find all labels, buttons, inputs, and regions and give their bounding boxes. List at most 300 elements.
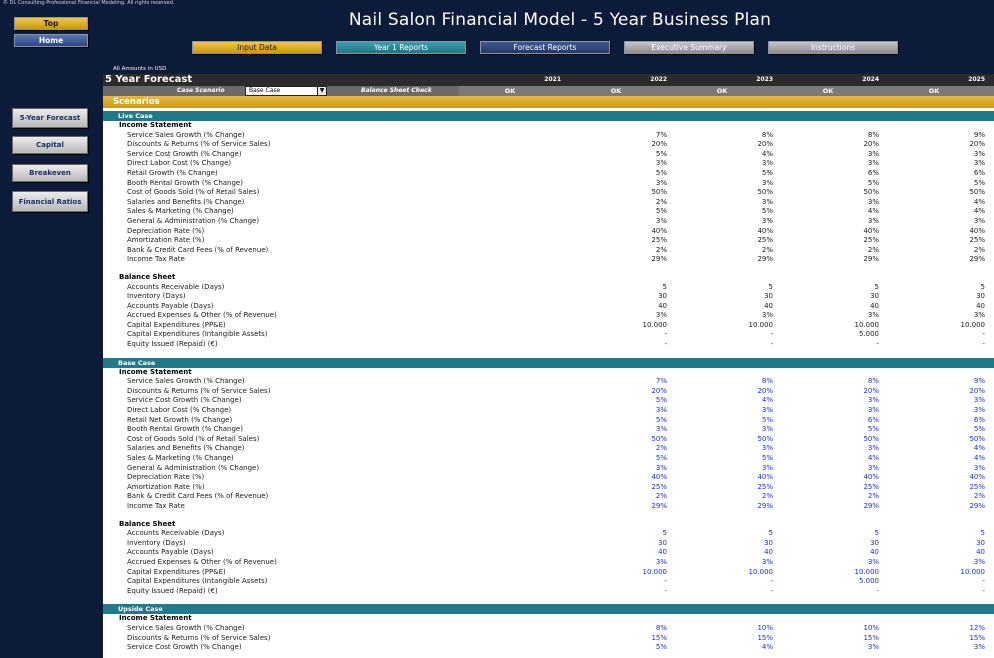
table-row [103,198,994,208]
row-label: Sales & Marketing (% Change) [127,207,234,216]
table-row [103,643,994,653]
row-value: 8% [867,130,879,139]
row-value[interactable]: 29% [863,501,879,510]
row-value[interactable]: 8% [867,377,879,386]
row-value: 5 [662,282,667,291]
row-value[interactable]: 8% [655,623,667,632]
row-value: 3% [973,149,985,158]
breakeven-button[interactable]: Breakeven [12,164,88,182]
scenario-control-row [103,86,994,96]
section-label: Balance Sheet [119,519,176,528]
row-label: Equity Issued (Repaid) (€) [127,340,218,349]
row-value[interactable]: 10% [863,623,879,632]
row-value: 3% [655,311,667,320]
table-row [103,188,994,198]
row-value[interactable]: 5 [662,529,667,538]
row-value: 5% [655,168,667,177]
row-value[interactable]: 4% [973,444,985,453]
row-label: Capital Expenditures (PP&E) [127,320,226,329]
row-value: 5% [655,149,667,158]
row-value[interactable]: 40 [658,548,667,557]
year-header: 2023 [756,76,773,83]
row-value[interactable]: 3% [761,557,773,566]
row-label: Service Sales Growth (% Change) [127,377,245,386]
row-value: 4% [973,207,985,216]
row-value[interactable]: 40% [863,473,879,482]
row-value: 3% [761,178,773,187]
table-row [103,159,994,169]
row-value[interactable]: 3% [973,406,985,415]
row-label: Booth Rental Growth (% Change) [127,178,243,187]
check-status: OK [716,87,728,95]
row-label: Retail Net Growth (% Change) [127,415,233,424]
table-row [103,283,994,293]
row-value[interactable]: 15% [969,633,985,642]
row-value: 30 [764,292,773,301]
row-value[interactable]: - [664,586,667,595]
row-label: Accounts Payable (Days) [127,548,214,557]
table-row [103,217,994,227]
row-value[interactable]: 3% [973,463,985,472]
table-row [103,473,994,483]
case-header: Live Case [103,111,994,121]
table-row [103,302,994,312]
table-row [103,377,994,387]
row-value[interactable]: 4% [761,396,773,405]
row-label: Income Tax Rate [127,501,185,510]
row-value[interactable]: 3% [867,396,879,405]
row-value: 50% [757,188,773,197]
row-label: Service Cost Growth (% Change) [127,396,242,405]
row-label: Accrued Expenses & Other (% of Revenue) [127,311,277,320]
row-value: - [982,340,985,349]
row-value[interactable]: 40% [757,473,773,482]
table-row [103,492,994,502]
year-header: 2021 [544,76,561,83]
row-value: 40 [976,301,985,310]
row-label: Discounts & Returns (% of Service Sales) [127,633,271,642]
row-label: Accounts Receivable (Days) [127,282,225,291]
table-row [103,179,994,189]
row-label: Depreciation Rate (%) [127,473,205,482]
row-value[interactable]: 9% [973,377,985,386]
section-heading [103,368,994,378]
row-value[interactable]: 5.000 [858,577,879,586]
row-value[interactable]: 20% [757,386,773,395]
forecast-sheet [103,74,994,658]
row-value[interactable]: 20% [651,386,667,395]
section-label: Income Statement [119,614,192,623]
row-value[interactable]: 25% [863,482,879,491]
table-row [103,321,994,331]
row-value[interactable]: 40% [969,473,985,482]
row-value[interactable]: 30 [976,538,985,547]
row-value: 2% [973,245,985,254]
table-row [103,539,994,549]
row-value: 20% [969,140,985,149]
row-label: Retail Growth (% Change) [127,168,218,177]
row-value[interactable]: 3% [867,406,879,415]
row-value[interactable]: 15% [757,633,773,642]
row-value: 3% [655,178,667,187]
table-row [103,236,994,246]
row-value[interactable]: 3% [655,463,667,472]
check-status: OK [610,87,622,95]
case-scenario-value: Base Case [249,87,281,94]
row-value: 10.000 [748,320,773,329]
row-label: Booth Rental Growth (% Change) [127,425,243,434]
row-value[interactable]: 29% [651,501,667,510]
row-label: Inventory (Days) [127,538,186,547]
table-row [103,131,994,141]
row-value: 30 [870,292,879,301]
five-year-forecast-button[interactable]: 5-Year Forecast [12,108,88,128]
row-value: 3% [761,197,773,206]
row-value[interactable]: 5% [655,643,667,652]
row-value[interactable]: 5 [980,529,985,538]
row-label: Service Sales Growth (% Change) [127,623,245,632]
row-value: 4% [761,149,773,158]
row-value: 25% [651,236,667,245]
row-value[interactable]: - [876,586,879,595]
table-row [103,435,994,445]
capital-button[interactable]: Capital [12,136,88,154]
row-value: 29% [651,255,667,264]
row-value[interactable]: 10.000 [960,567,985,576]
row-value[interactable]: 2% [761,492,773,501]
forecast-title: 5 Year Forecast [105,74,193,85]
forecast-reports-button[interactable]: Forecast Reports [480,41,610,54]
row-value[interactable]: 3% [761,444,773,453]
row-value: 9% [973,130,985,139]
forecast-header [103,74,994,86]
row-value[interactable]: 6% [973,415,985,424]
row-value: 5% [867,178,879,187]
table-row [103,255,994,265]
row-label: Accounts Payable (Days) [127,301,214,310]
row-label: Income Tax Rate [127,255,185,264]
row-value[interactable]: 15% [863,633,879,642]
row-value[interactable]: 15% [651,633,667,642]
row-label: Amortization Rate (%) [127,236,205,245]
row-value: 5% [761,168,773,177]
row-value[interactable]: 10.000 [854,567,879,576]
row-value[interactable]: 40 [976,548,985,557]
row-value: 29% [863,255,879,264]
table-row [103,207,994,217]
table-row [103,464,994,474]
cases-container [103,111,994,653]
table-row [103,444,994,454]
row-label: Direct Labor Cost (% Change) [127,159,232,168]
row-label: Accrued Expenses & Other (% of Revenue) [127,557,277,566]
row-label: General & Administration (% Change) [127,216,260,225]
row-label: Discounts & Returns (% of Service Sales) [127,386,271,395]
row-value: 4% [867,207,879,216]
section-label: Income Statement [119,121,192,129]
row-value: 30 [976,292,985,301]
row-value: 40 [870,301,879,310]
row-label: Service Cost Growth (% Change) [127,149,242,158]
row-value[interactable]: 40 [764,548,773,557]
row-value: 5% [761,207,773,216]
row-value[interactable]: 40% [651,473,667,482]
row-value: 25% [969,236,985,245]
row-value: - [770,330,773,339]
row-label: Cost of Goods Sold (% of Retail Sales) [127,434,260,443]
row-value[interactable]: - [664,577,667,586]
row-value: 50% [863,188,879,197]
row-value[interactable]: - [770,586,773,595]
dropdown-arrow-icon[interactable]: ▼ [317,87,326,95]
row-value[interactable]: 30 [764,538,773,547]
balance-sheet-check-label: Balance Sheet Check [361,87,432,94]
case-header: Upside Case [103,604,994,614]
section-label: Balance Sheet [119,272,176,281]
top-button[interactable]: Top [14,17,88,30]
table-row [103,396,994,406]
case-scenario-label: Case Scenario [177,87,225,94]
row-value[interactable]: 3% [867,444,879,453]
row-value: 2% [867,245,879,254]
row-value: 20% [757,140,773,149]
row-label: Direct Labor Cost (% Change) [127,406,232,415]
row-value: 5% [655,207,667,216]
row-value[interactable]: 8% [761,377,773,386]
financial-ratios-button[interactable]: Financial Ratios [12,191,88,212]
table-row [103,587,994,597]
row-value: 40% [969,226,985,235]
row-value[interactable]: 50% [969,434,985,443]
row-value[interactable]: 5% [973,425,985,434]
instructions-button[interactable]: Instructions [768,41,898,54]
row-value: 29% [757,255,773,264]
row-label: Accounts Receivable (Days) [127,529,225,538]
row-value: 50% [969,188,985,197]
spacer [103,265,994,273]
row-value[interactable]: 25% [651,482,667,491]
input-data-button[interactable]: Input Data [192,41,322,54]
row-label: Sales & Marketing (% Change) [127,454,234,462]
row-label: Amortization Rate (%) [127,482,205,491]
row-value: 3% [867,311,879,320]
row-value: 3% [973,311,985,320]
year-header: 2022 [650,76,667,83]
row-value: 3% [761,311,773,320]
spacer [103,512,994,520]
row-value[interactable]: 3% [655,425,667,434]
check-status: OK [822,87,834,95]
row-value: 3% [761,159,773,168]
row-value[interactable]: 3% [761,406,773,415]
row-value: 3% [655,216,667,225]
row-value[interactable]: 20% [863,386,879,395]
row-value[interactable]: 5% [655,415,667,424]
row-value[interactable]: 29% [969,501,985,510]
year1-reports-button[interactable]: Year 1 Reports [336,41,466,54]
row-value: 3% [867,216,879,225]
row-value[interactable]: 3% [867,463,879,472]
row-value[interactable]: 3% [655,406,667,415]
row-value: - [982,330,985,339]
row-value[interactable]: 2% [973,492,985,501]
section-label: Income Statement [119,367,192,376]
table-row [103,568,994,578]
row-value[interactable]: 4% [973,454,985,462]
row-value[interactable]: - [982,586,985,595]
row-label: Inventory (Days) [127,292,186,301]
table-row [103,425,994,435]
table-row [103,624,994,634]
row-value[interactable]: 2% [867,492,879,501]
table-row [103,502,994,512]
case-scenario-select[interactable] [245,86,327,96]
row-value[interactable]: 6% [867,415,879,424]
row-value[interactable]: - [770,577,773,586]
row-value[interactable]: 5 [874,529,879,538]
executive-summary-button[interactable]: Executive Summary [624,41,754,54]
row-value[interactable]: 3% [867,557,879,566]
row-label: Bank & Credit Card Fees (% of Revenue) [127,245,269,254]
home-button[interactable]: Home [14,34,88,47]
row-value: 3% [761,216,773,225]
row-value: 29% [969,255,985,264]
row-value: 4% [973,197,985,206]
table-row [103,416,994,426]
row-label: Discounts & Returns (% of Service Sales) [127,140,271,149]
row-value[interactable]: 10% [757,623,773,632]
row-value[interactable]: 3% [761,425,773,434]
table-row [103,311,994,321]
spacer [103,596,994,604]
row-value[interactable]: 2% [655,444,667,453]
row-value[interactable]: 5% [761,454,773,462]
row-value: 6% [973,168,985,177]
row-value[interactable]: 10.000 [748,567,773,576]
row-value: 25% [757,236,773,245]
year-header: 2025 [968,76,985,83]
row-value: 8% [761,130,773,139]
row-value[interactable]: 50% [757,434,773,443]
row-value[interactable]: 3% [655,557,667,566]
row-value: - [664,340,667,349]
row-value: 40% [757,226,773,235]
row-label: Bank & Credit Card Fees (% of Revenue) [127,492,269,501]
row-value[interactable]: 50% [863,434,879,443]
row-value: 6% [867,168,879,177]
table-row [103,558,994,568]
row-value[interactable]: 30 [870,538,879,547]
row-label: Salaries and Benefits (% Change) [127,444,245,453]
row-value[interactable]: 5% [655,396,667,405]
table-row [103,227,994,237]
check-status: OK [504,87,516,95]
row-value: 20% [651,140,667,149]
check-status: OK [928,87,940,95]
row-value[interactable]: 40 [870,548,879,557]
row-value[interactable]: 5% [655,454,667,462]
row-value: 3% [973,216,985,225]
row-label: Salaries and Benefits (% Change) [127,197,245,206]
row-value[interactable]: 3% [867,643,879,652]
row-value: - [770,340,773,349]
page-title: Nail Salon Financial Model - 5 Year Business Plan [348,10,772,30]
row-label: Service Sales Growth (% Change) [127,130,245,139]
row-value: 2% [761,245,773,254]
row-value: 25% [863,236,879,245]
row-value: - [664,330,667,339]
row-value[interactable]: 25% [757,482,773,491]
row-value: 3% [973,159,985,168]
row-value[interactable]: 5% [761,415,773,424]
row-value: 3% [867,159,879,168]
row-value[interactable]: 12% [969,623,985,632]
table-row [103,330,994,340]
row-value[interactable]: - [982,577,985,586]
row-value[interactable]: 4% [761,643,773,652]
table-row [103,577,994,587]
row-value: 10.000 [960,320,985,329]
row-label: Cost of Goods Sold (% of Retail Sales) [127,188,260,197]
row-value[interactable]: 5% [867,425,879,434]
scenarios-header: Scenarios [103,96,994,108]
row-value[interactable]: 3% [973,643,985,652]
table-row [103,406,994,416]
table-row [103,292,994,302]
table-row [103,246,994,256]
row-value: 5 [768,282,773,291]
table-row [103,169,994,179]
row-value: 5% [973,178,985,187]
row-value[interactable]: 5 [768,529,773,538]
row-value: 3% [655,159,667,168]
row-value[interactable]: 2% [655,492,667,501]
row-value: 5.000 [858,330,879,339]
row-value[interactable]: 29% [757,501,773,510]
section-heading [103,273,994,283]
row-value[interactable]: 50% [651,434,667,443]
row-value: 20% [863,140,879,149]
row-value[interactable]: 7% [655,377,667,386]
table-row [103,483,994,493]
row-value: 10.000 [642,320,667,329]
row-label: General & Administration (% Change) [127,463,260,472]
row-label: Service Cost Growth (% Change) [127,643,242,652]
case-header: Base Case [103,358,994,368]
row-value: 7% [655,130,667,139]
row-value[interactable]: 10.000 [642,567,667,576]
row-value[interactable]: 20% [969,386,985,395]
copyright-text: © DL Consulting-Professional Financial Modeling. All rights reserved. [3,0,175,6]
row-value: 2% [655,197,667,206]
row-value: 40% [651,226,667,235]
row-value: 5 [980,282,985,291]
row-value: 30 [658,292,667,301]
row-value[interactable]: 25% [969,482,985,491]
row-value: 40 [658,301,667,310]
section-heading [103,614,994,624]
row-label: Capital Expenditures (PP&E) [127,567,226,576]
row-value[interactable]: 30 [658,538,667,547]
row-value[interactable]: 3% [973,396,985,405]
table-row [103,529,994,539]
row-value[interactable]: 3% [973,557,985,566]
row-value[interactable]: 4% [867,454,879,462]
row-value[interactable]: 3% [761,463,773,472]
table-row [103,150,994,160]
row-value: 3% [867,149,879,158]
row-value: - [876,340,879,349]
